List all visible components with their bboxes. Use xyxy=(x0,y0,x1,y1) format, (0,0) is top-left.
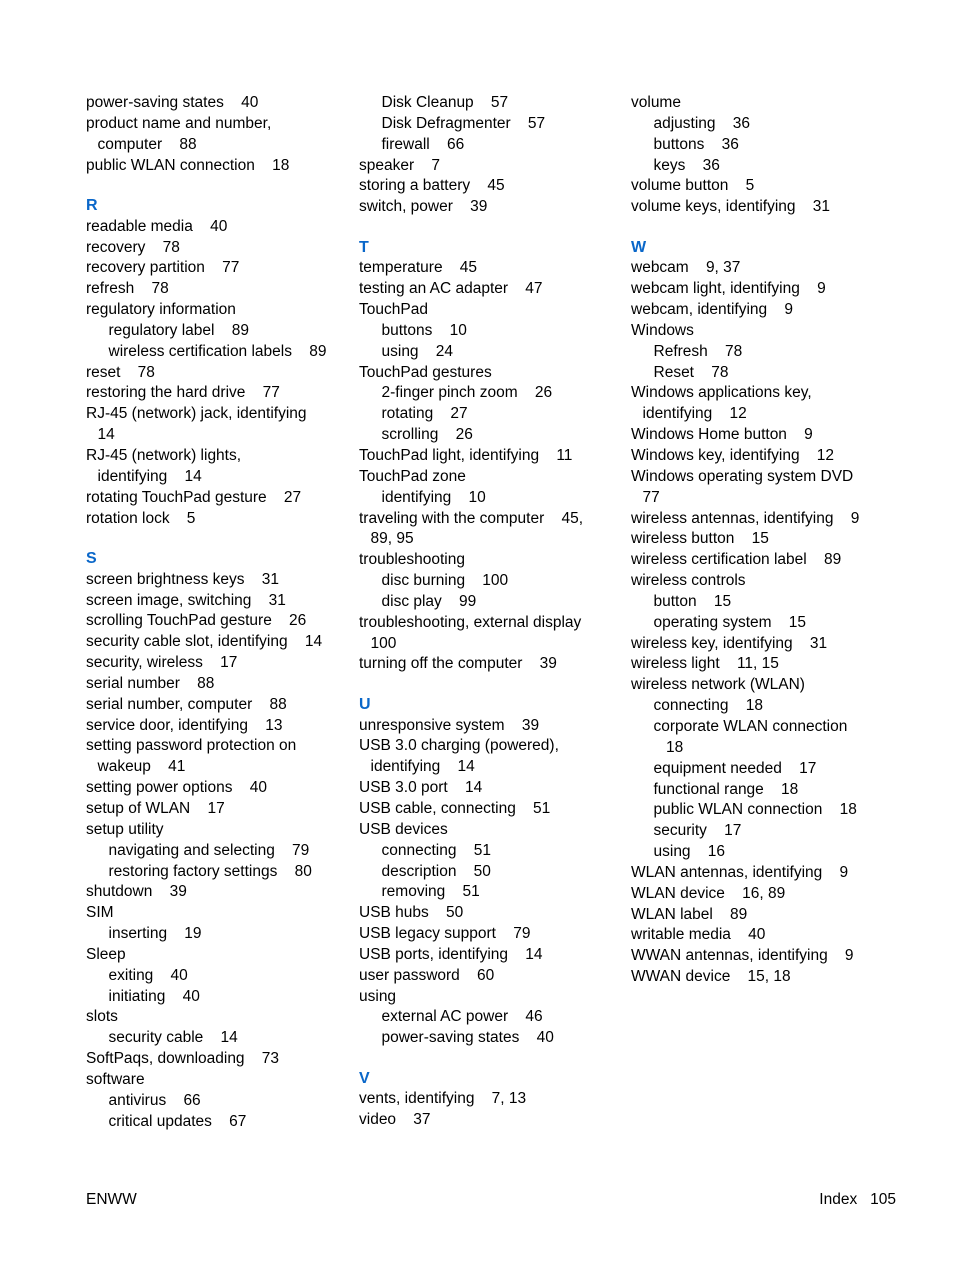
index-entry: public WLAN connection 18 xyxy=(86,156,290,174)
index-subentry: Disk Cleanup 57 xyxy=(381,94,509,111)
index-entry: writable media 40 xyxy=(631,926,766,944)
index-entry: setup utility xyxy=(86,820,164,838)
index-entry: Windows key, identifying 12 xyxy=(631,447,835,464)
index-subentry: restoring factory settings 80 xyxy=(108,862,312,880)
index-subentry: wireless certification labels 89 xyxy=(108,342,327,360)
index-subentry: keys 36 xyxy=(653,156,720,174)
index-subentry: 2-finger pinch zoom 26 xyxy=(381,384,553,402)
index-entry: Windows xyxy=(631,321,694,339)
index-entry: power-saving states 40 xyxy=(86,94,259,111)
index-entry: setting password protection on xyxy=(86,737,297,755)
index-subentry: using 16 xyxy=(653,843,726,861)
index-subentry: buttons 36 xyxy=(653,135,739,153)
index-entry: product name and number, xyxy=(86,114,272,132)
index-subentry: navigating and selecting 79 xyxy=(108,841,310,859)
index-entry: storing a battery 45 xyxy=(359,177,505,195)
index-entry: rotating TouchPad gesture 27 xyxy=(86,488,302,506)
index-entry: troubleshooting xyxy=(359,551,465,569)
index-entry: user password 60 xyxy=(359,966,495,984)
index-entry: security, wireless 17 xyxy=(86,654,238,672)
footer-page-number: Index 105 xyxy=(819,1191,896,1208)
index-subentry: antivirus 66 xyxy=(108,1091,201,1109)
index-entry: vents, identifying 7, 13 xyxy=(359,1090,527,1108)
index-entry: computer 88 xyxy=(97,135,197,153)
index-entry: USB ports, identifying 14 xyxy=(359,945,543,963)
section-gap xyxy=(359,1049,621,1069)
index-subentry: using 24 xyxy=(381,342,454,360)
index-column-2 xyxy=(359,93,621,1131)
index-entry: traveling with the computer 45, xyxy=(359,509,584,527)
index-entry: USB devices xyxy=(359,820,448,838)
index-entry: USB cable, connecting 51 xyxy=(359,800,551,817)
index-subentry: external AC power 46 xyxy=(381,1008,543,1026)
index-entry: software xyxy=(86,1070,145,1088)
index-subentry: corporate WLAN connection xyxy=(653,717,848,735)
index-subentry: connecting 51 xyxy=(381,841,491,859)
index-entry: USB 3.0 charging (powered), xyxy=(359,737,559,755)
index-entry: 89, 95 xyxy=(370,530,414,548)
index-subentry: functional range 18 xyxy=(653,780,799,798)
index-entry: wireless button 15 xyxy=(631,530,769,548)
footer-left: ENWW xyxy=(86,1191,137,1208)
index-subentry: security 17 xyxy=(653,822,742,840)
index-entry: reset 78 xyxy=(86,363,155,381)
index-subentry: button 15 xyxy=(653,592,732,610)
index-letter-heading: S xyxy=(86,549,97,567)
index-entry: recovery 78 xyxy=(86,238,180,256)
index-entry: Windows applications key, xyxy=(631,384,812,402)
index-subentry: description 50 xyxy=(381,862,491,880)
index-entry: USB legacy support 79 xyxy=(359,925,531,943)
index-entry: WWAN device 15, 18 xyxy=(631,968,791,986)
index-entry: testing an AC adapter 47 xyxy=(359,280,543,298)
index-subentry: regulatory label 89 xyxy=(108,321,249,339)
index-entry: identifying 12 xyxy=(642,405,747,423)
index-entry: shutdown 39 xyxy=(86,883,187,901)
index-letter-heading: W xyxy=(631,238,647,256)
index-subentry: removing 51 xyxy=(381,883,480,901)
index-entry: Sleep xyxy=(86,945,126,963)
index-entry: identifying 14 xyxy=(370,758,475,776)
index-entry: Windows operating system DVD xyxy=(631,467,854,485)
index-entry: serial number, computer 88 xyxy=(86,695,287,713)
section-gap xyxy=(359,218,621,238)
index-subentry: disc play 99 xyxy=(381,592,477,610)
index-entry: USB hubs 50 xyxy=(359,904,464,922)
index-entry: identifying 14 xyxy=(97,467,202,485)
index-entry: RJ-45 (network) jack, identifying xyxy=(86,405,307,423)
index-entry: WWAN antennas, identifying 9 xyxy=(631,947,854,965)
index-entry: screen image, switching 31 xyxy=(86,591,286,609)
index-entry: speaker 7 xyxy=(359,156,440,174)
index-subentry: buttons 10 xyxy=(381,321,467,339)
index-subentry: power-saving states 40 xyxy=(381,1029,554,1047)
index-entry: volume button 5 xyxy=(631,177,755,195)
index-entry: rotation lock 5 xyxy=(86,509,196,527)
index-entry: troubleshooting, external display xyxy=(359,613,582,631)
index-subentry: rotating 27 xyxy=(381,405,468,423)
index-entry: wireless certification label 89 xyxy=(631,551,842,569)
index-subentry: firewall 66 xyxy=(381,135,465,153)
index-entry: video 37 xyxy=(359,1111,431,1129)
index-entry: security cable slot, identifying 14 xyxy=(86,633,323,651)
section-gap xyxy=(86,529,348,549)
index-subentry: Disk Defragmenter 57 xyxy=(381,114,546,132)
index-subentry: public WLAN connection 18 xyxy=(653,801,857,819)
index-subentry: 18 xyxy=(666,738,684,756)
index-entry: webcam, identifying 9 xyxy=(631,301,793,319)
index-entry: using xyxy=(359,987,397,1005)
index-entry: WLAN device 16, 89 xyxy=(631,884,786,902)
index-entry: restoring the hard drive 77 xyxy=(86,384,280,402)
index-entry: Windows Home button 9 xyxy=(631,426,813,444)
index-entry: TouchPad light, identifying 11 xyxy=(359,447,573,464)
index-entry: TouchPad zone xyxy=(359,467,466,485)
index-subentry: security cable 14 xyxy=(108,1029,238,1047)
index-entry: turning off the computer 39 xyxy=(359,655,557,673)
index-entry: webcam 9, 37 xyxy=(631,259,741,277)
index-subentry: operating system 15 xyxy=(653,613,806,631)
index-entry: wireless key, identifying 31 xyxy=(631,634,828,652)
index-entry: WLAN antennas, identifying 9 xyxy=(631,863,849,881)
index-entry: scrolling TouchPad gesture 26 xyxy=(86,612,307,630)
index-entry: refresh 78 xyxy=(86,280,169,298)
index-subentry: connecting 18 xyxy=(653,697,763,715)
index-entry: SoftPaqs, downloading 73 xyxy=(86,1050,280,1068)
index-entry: SIM xyxy=(86,904,114,922)
index-subentry: disc burning 100 xyxy=(381,572,509,590)
index-entry: 14 xyxy=(97,426,115,444)
index-entry: wireless light 11, 15 xyxy=(631,655,779,673)
section-gap xyxy=(86,176,348,196)
index-entry: screen brightness keys 31 xyxy=(86,570,279,588)
index-letter-heading: R xyxy=(86,196,98,214)
index-subentry: scrolling 26 xyxy=(381,426,473,444)
index-entry: WLAN label 89 xyxy=(631,905,748,923)
index-letter-heading: V xyxy=(359,1069,370,1087)
index-entry: wakeup 41 xyxy=(97,758,186,776)
section-gap xyxy=(359,675,621,695)
index-entry: 77 xyxy=(642,488,660,506)
index-letter-heading: U xyxy=(359,695,371,713)
index-entry: recovery partition 77 xyxy=(86,259,240,277)
index-subentry: critical updates 67 xyxy=(108,1112,247,1130)
index-entry: volume xyxy=(631,94,681,111)
index-entry: slots xyxy=(86,1008,118,1026)
section-gap xyxy=(631,218,893,238)
index-entry: temperature 45 xyxy=(359,259,478,277)
index-subentry: inserting 19 xyxy=(108,925,202,943)
index-entry: TouchPad gestures xyxy=(359,363,492,381)
index-entry: wireless network (WLAN) xyxy=(631,676,805,694)
index-subentry: adjusting 36 xyxy=(653,114,751,132)
index-letter-heading: T xyxy=(359,238,369,256)
index-entry: wireless antennas, identifying 9 xyxy=(631,509,860,527)
index-entry: USB 3.0 port 14 xyxy=(359,779,483,797)
index-entry: webcam light, identifying 9 xyxy=(631,280,826,298)
index-entry: setup of WLAN 17 xyxy=(86,800,225,817)
index-entry: serial number 88 xyxy=(86,674,215,692)
index-column-1 xyxy=(86,93,348,1133)
index-entry: 100 xyxy=(370,634,397,652)
index-entry: switch, power 39 xyxy=(359,198,488,216)
index-subentry: initiating 40 xyxy=(108,987,200,1005)
index-entry: readable media 40 xyxy=(86,217,228,235)
index-entry: service door, identifying 13 xyxy=(86,716,283,734)
index-entry: volume keys, identifying 31 xyxy=(631,198,831,216)
index-entry: setting power options 40 xyxy=(86,779,267,797)
index-subentry: equipment needed 17 xyxy=(653,759,817,777)
index-entry: RJ-45 (network) lights, xyxy=(86,447,242,464)
index-subentry: Refresh 78 xyxy=(653,342,743,360)
index-column-3 xyxy=(631,93,893,988)
index-entry: unresponsive system 39 xyxy=(359,716,540,734)
index-subentry: identifying 10 xyxy=(381,488,486,506)
index-subentry: exiting 40 xyxy=(108,966,188,984)
index-entry: wireless controls xyxy=(631,572,746,590)
index-entry: TouchPad xyxy=(359,301,428,319)
index-subentry: Reset 78 xyxy=(653,363,729,381)
index-entry: regulatory information xyxy=(86,301,236,319)
